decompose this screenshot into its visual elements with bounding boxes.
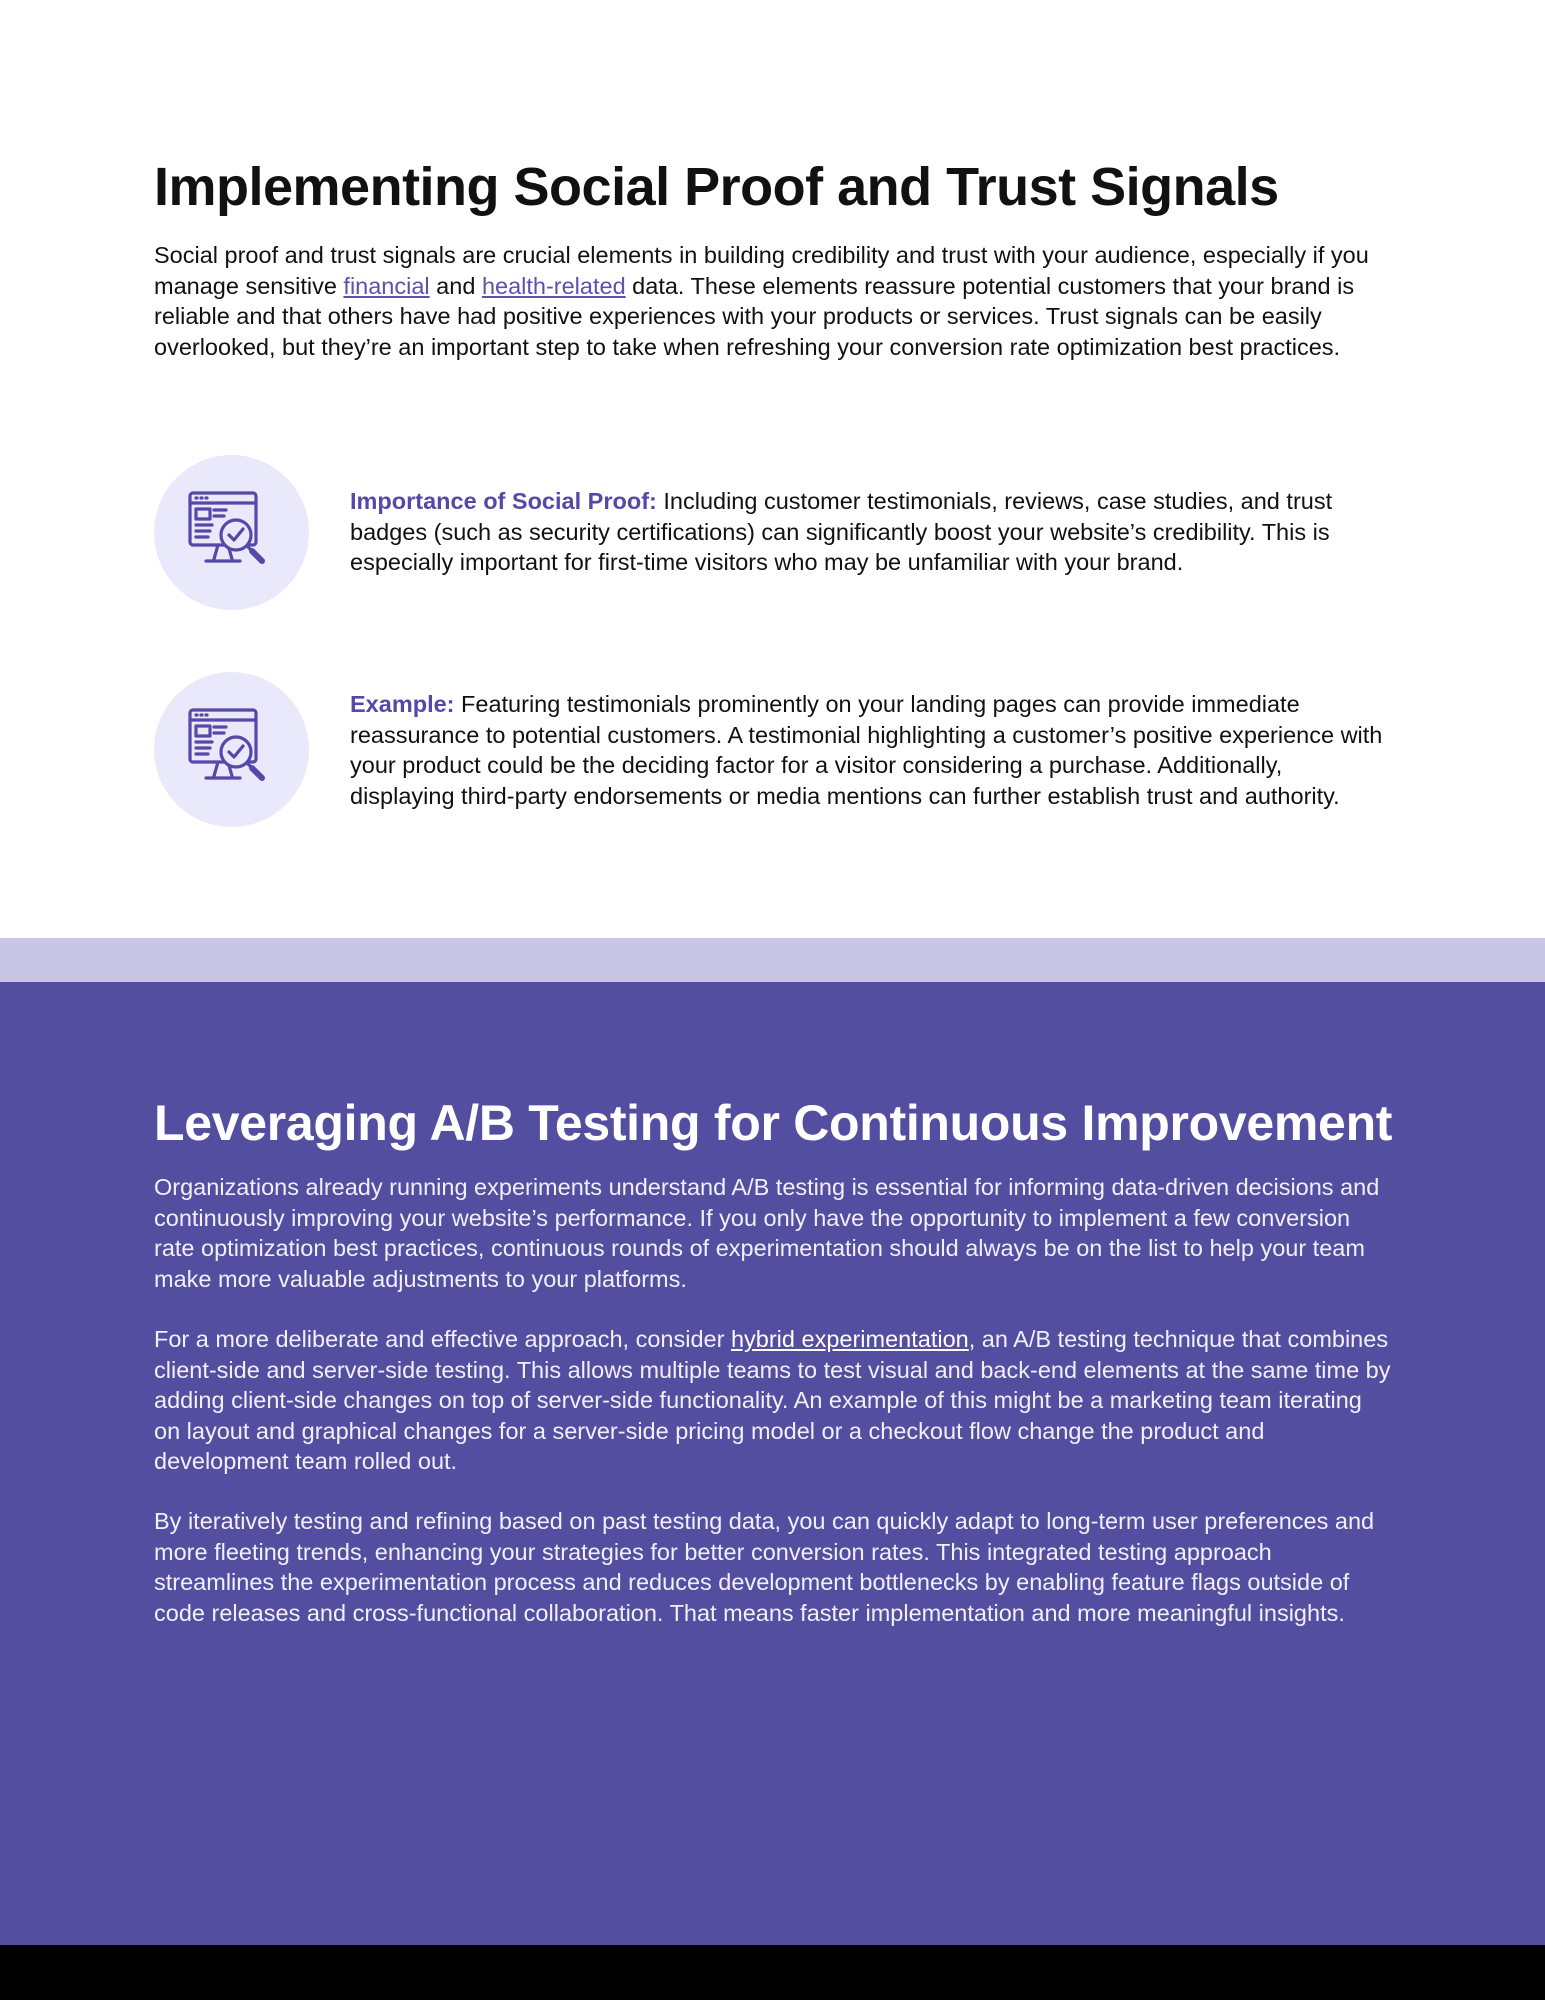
feature-text [350,486,1390,578]
feature-text [350,689,1390,811]
trust-signals-section [0,0,1545,938]
ab-p2-text-2: , an A/B testing technique that combines client-side and server-side testing. This allows multiple teams to test visual and back-end elements at the same time by adding client-side changes on top of server-side functionality. An example of this might be a marketing team iterating on layout and graphical changes for a server-side pricing model or a checkout flow change the product and development team rolled out. [154,1326,1391,1474]
intro-paragraph [154,240,1394,362]
ab-testing-title: Leveraging A/B Testing for Continuous Improvement [154,1095,1393,1151]
financial-link[interactable]: financial [343,272,430,299]
health-related-link[interactable]: health-related [481,272,626,299]
monitor-magnifier-check-icon [154,672,309,827]
feature-body: Featuring testimonials prominently on your landing pages can provide immediate reassurance to potential customers. A testimonial highlighting a customer’s positive experience with your product could be the deciding factor for a visitor considering a purchase. Additionally, displaying third-party endorsements or media mentions can further establish trust and authority. [350,691,1383,809]
ab-paragraph-3: By iteratively testing and refining based on past testing data, you can quickly adapt to long-term user preferences and more fleeting trends, enhancing your strategies for better conversion rates. This integrated testing approach streamlines the experimentation process and reduces development bottlenecks by enabling feature flags outside of code releases and cross-functional collaboration. That means faster implementation and more meaningful insights. [154,1508,1375,1626]
feature-label: Importance of Social Proof: [350,488,657,514]
section-title: Implementing Social Proof and Trust Signals [154,157,1279,217]
feature-social-proof [154,455,1394,610]
feature-body: Including customer testimonials, reviews, case studies, and trust badges (such as security certifications) can significantly boost your website’s credibility. This is especially important for first-time visitors who may be unfamiliar with your brand. [350,488,1333,575]
intro-text-3: data. These elements reassure potential customers that your brand is reliable and that others have had positive experiences with your products or services. Trust signals can be easily overlooked, but they’re an important step to take when refreshing your conversion rate optimization best practices. [154,272,1355,360]
monitor-magnifier-check-icon [154,455,309,610]
hybrid-experimentation-link[interactable]: hybrid experimentation [730,1326,969,1352]
intro-text-1: Social proof and trust signals are crucial elements in building credibility and trust with your audience, especially if you manage sensitive [154,242,1369,299]
bottom-black-bar [0,1945,1545,2000]
feature-label: Example: [350,691,455,717]
intro-text-2: and [429,272,482,299]
section-divider-band [0,938,1545,982]
ab-p2-text-1: For a more deliberate and effective approach, consider [154,1326,731,1352]
feature-example [154,672,1394,827]
ab-paragraph-2 [154,1324,1394,1477]
ab-paragraph-1: Organizations already running experiments understand A/B testing is essential for informing data-driven decisions and continuously improving your website’s performance. If you only have the opportunity to implement a few conversion rate optimization best practices, continuous rounds of experimentation should always be on the list to help your team make more valuable adjustments to your platforms. [154,1174,1380,1292]
